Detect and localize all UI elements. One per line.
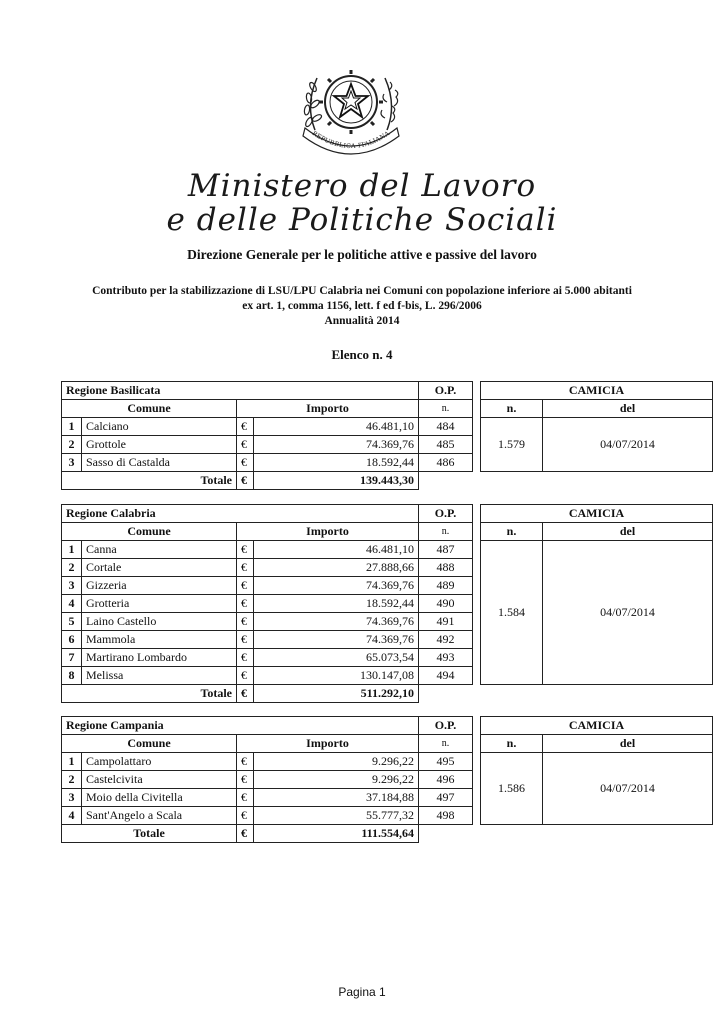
table-row: 2 Castelcivita € 9.296,22 496 bbox=[62, 771, 713, 789]
table-row: 5 Laino Castello € 74.369,76 491 bbox=[62, 613, 713, 631]
camicia-date: 04/07/2014 bbox=[543, 541, 713, 685]
camicia-header: CAMICIA bbox=[481, 382, 713, 400]
emblem-ribbon-text: REPUBBLICA ITALIANA bbox=[310, 129, 392, 151]
op-header: O.P. bbox=[419, 382, 473, 400]
camicia-date: 04/07/2014 bbox=[543, 753, 713, 825]
ministry-title-line2: e delle Politiche Sociali bbox=[166, 202, 558, 238]
ministry-title-line1: Ministero del Lavoro bbox=[187, 168, 537, 204]
table-row: 3 Moio della Civitella € 37.184,88 497 bbox=[62, 789, 713, 807]
totale-value: 511.292,10 bbox=[254, 685, 419, 703]
region-name: Regione Basilicata bbox=[62, 382, 419, 400]
camicia-date: 04/07/2014 bbox=[543, 418, 713, 472]
column-header-row bbox=[62, 523, 713, 541]
table-row: 1 Campolattaro € 9.296,22 495 1.586 04/07/2014 bbox=[62, 753, 713, 771]
op-header: O.P. bbox=[419, 717, 473, 735]
table-row: 3 Gizzeria € 74.369,76 489 bbox=[62, 577, 713, 595]
table-row: 1 Canna € 46.481,10 487 1.584 04/07/2014 bbox=[62, 541, 713, 559]
comune-header: Comune bbox=[62, 400, 237, 418]
table-row: 2 Grottole € 74.369,76 485 bbox=[62, 436, 713, 454]
table-row: 2 Cortale € 27.888,66 488 bbox=[62, 559, 713, 577]
table-row: 1 Calciano € 46.481,10 484 1.579 04/07/2014 bbox=[62, 418, 713, 436]
op-header: O.P. bbox=[419, 505, 473, 523]
region-table-basilicata bbox=[61, 381, 713, 490]
table-row: 4 Sant'Angelo a Scala € 55.777,32 498 bbox=[62, 807, 713, 825]
total-row: Totale € 111.554,64 bbox=[62, 825, 713, 843]
camicia-n-header: n. bbox=[481, 735, 543, 753]
importo-header: Importo bbox=[237, 400, 419, 418]
elenco-number: Elenco n. 4 bbox=[331, 347, 393, 362]
region-name: Regione Calabria bbox=[62, 505, 419, 523]
camicia-number: 1.584 bbox=[481, 541, 543, 685]
op-n-header: n. bbox=[419, 735, 473, 753]
region-table-campania bbox=[61, 716, 713, 843]
camicia-header: CAMICIA bbox=[481, 717, 713, 735]
comune-header: Comune bbox=[62, 523, 237, 541]
camicia-del-header: del bbox=[543, 735, 713, 753]
column-header-row bbox=[62, 735, 713, 753]
camicia-del-header: del bbox=[543, 400, 713, 418]
table-row: 4 Grotteria € 18.592,44 490 bbox=[62, 595, 713, 613]
region-header-row bbox=[62, 717, 713, 735]
intro-line-3: Annualità 2014 bbox=[324, 315, 400, 327]
region-header-row bbox=[62, 505, 713, 523]
table-row: 7 Martirano Lombardo € 65.073,54 493 bbox=[62, 649, 713, 667]
importo-header: Importo bbox=[237, 735, 419, 753]
camicia-number: 1.579 bbox=[481, 418, 543, 472]
camicia-n-header: n. bbox=[481, 400, 543, 418]
total-row: Totale € 511.292,10 bbox=[62, 685, 713, 703]
op-n-header: n. bbox=[419, 400, 473, 418]
directorate-title: Direzione Generale per le politiche attive e passive del lavoro bbox=[187, 247, 537, 262]
camicia-n-header: n. bbox=[481, 523, 543, 541]
op-n-header: n. bbox=[419, 523, 473, 541]
column-header-row bbox=[62, 400, 713, 418]
intro-line-2: ex art. 1, comma 1156, lett. f ed f-bis, L. 296/2006 bbox=[242, 300, 482, 312]
republic-emblem-icon bbox=[295, 60, 407, 160]
intro-line-1: Contributo per la stabilizzazione di LSU/LPU Calabria nei Comuni con popolazione inferiore ai 5.000 abitanti bbox=[92, 285, 632, 297]
totale-value: 139.443,30 bbox=[254, 472, 419, 490]
totale-label: Totale bbox=[62, 472, 237, 490]
importo-header: Importo bbox=[237, 523, 419, 541]
region-name: Regione Campania bbox=[62, 717, 419, 735]
totale-label: Totale bbox=[62, 825, 237, 843]
camicia-header: CAMICIA bbox=[481, 505, 713, 523]
table-row: 6 Mammola € 74.369,76 492 bbox=[62, 631, 713, 649]
totale-value: 111.554,64 bbox=[254, 825, 419, 843]
totale-label: Totale bbox=[62, 685, 237, 703]
table-row: 3 Sasso di Castalda € 18.592,44 486 bbox=[62, 454, 713, 472]
page-number: Pagina 1 bbox=[338, 985, 386, 999]
camicia-del-header: del bbox=[543, 523, 713, 541]
comune-header: Comune bbox=[62, 735, 237, 753]
total-row: Totale € 139.443,30 bbox=[62, 472, 713, 490]
region-table-calabria bbox=[61, 504, 713, 703]
camicia-number: 1.586 bbox=[481, 753, 543, 825]
table-row: 8 Melissa € 130.147,08 494 bbox=[62, 667, 713, 685]
region-header-row bbox=[62, 382, 713, 400]
